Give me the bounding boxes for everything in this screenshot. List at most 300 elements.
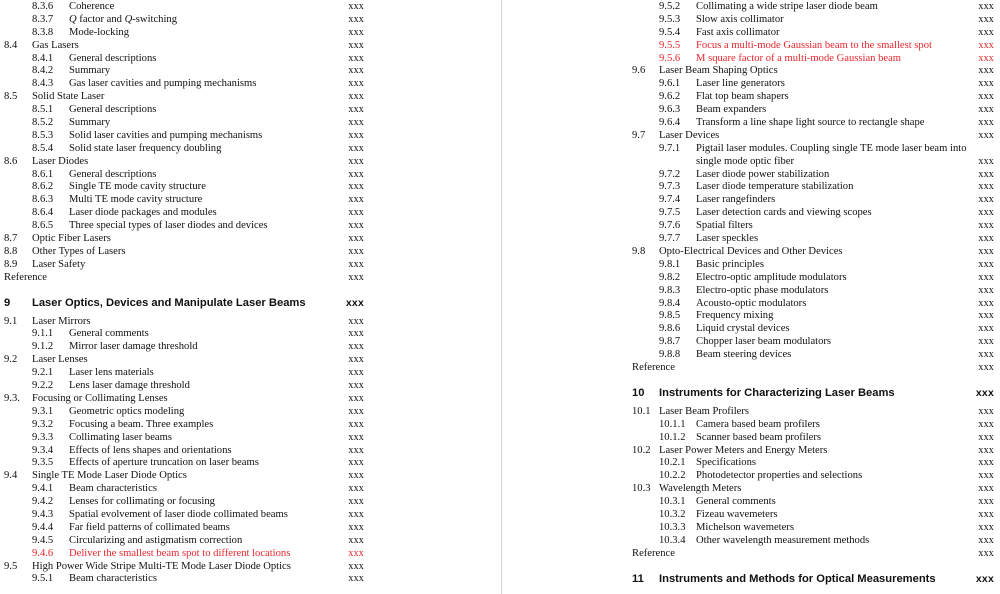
toc-entry-title: General descriptions: [69, 52, 157, 64]
toc-entry-title: Optic Fiber Lasers: [32, 233, 111, 245]
toc-entry-title: Frequency mixing: [696, 310, 774, 322]
toc-entry-title: Beam expanders: [696, 104, 767, 116]
toc-entry-page: xxx: [348, 573, 364, 585]
toc-entry-page: xxx: [348, 78, 364, 90]
toc-entry-number: 9.7.2: [659, 168, 681, 180]
toc-subsection-entry[interactable]: [632, 535, 994, 548]
toc-entry-title: Solid State Laser: [32, 91, 105, 103]
toc-entry-number: 8.6.4: [32, 207, 54, 219]
toc-entry-page: xxx: [978, 117, 994, 129]
toc-entry-page: xxx: [978, 194, 994, 206]
toc-subsection-entry[interactable]: [632, 298, 994, 311]
toc-subsection-entry[interactable]: [632, 143, 994, 169]
toc-entry-page: xxx: [978, 361, 994, 373]
toc-entry-number: 10.3: [632, 483, 651, 495]
toc-entry-number: 9.7.5: [659, 207, 681, 219]
toc-section-entry[interactable]: [0, 246, 370, 259]
toc-right-column: [632, 1, 994, 592]
toc-entry-page: xxx: [348, 104, 364, 116]
toc-entry-title: Laser rangefinders: [696, 194, 776, 206]
toc-entry-number: 9.8.4: [659, 297, 681, 309]
toc-subsection-entry[interactable]: [0, 341, 370, 354]
toc-entry-title: Laser Mirrors: [32, 315, 91, 327]
toc-entry-title: Acousto-optic modulators: [696, 297, 807, 309]
toc-entry-number: 8.7: [4, 233, 18, 245]
toc-entry-title: Laser Diodes: [32, 155, 89, 167]
toc-chapter-entry[interactable]: [632, 384, 994, 402]
toc-subsection-entry[interactable]: [632, 169, 994, 182]
toc-entry-title: Fizeau wavemeters: [696, 508, 778, 520]
column-divider: [501, 0, 502, 594]
toc-entry-number: 8.3.7: [32, 13, 54, 25]
toc-entry-title: Basic principles: [696, 258, 764, 270]
toc-subsection-entry[interactable]: [632, 233, 994, 246]
toc-entry-page: xxx: [348, 534, 364, 546]
toc-entry-title: Spatial filters: [696, 220, 753, 232]
toc-entry-page: xxx: [348, 26, 364, 38]
toc-subsection-entry[interactable]: [632, 220, 994, 233]
toc-entry-page: xxx: [978, 52, 994, 64]
toc-section-entry[interactable]: [0, 561, 370, 574]
toc-entry-title: Geometric optics modeling: [69, 405, 185, 417]
toc-entry-page: xxx: [978, 13, 994, 25]
toc-entry-number: 9.5.1: [32, 573, 54, 585]
toc-entry-page: xxx: [978, 534, 994, 546]
toc-entry-number: 9.8.5: [659, 310, 681, 322]
toc-subsection-entry[interactable]: [632, 78, 994, 91]
toc-entry-title: General comments: [696, 496, 776, 508]
toc-subsection-entry[interactable]: [0, 181, 370, 194]
toc-entry-number: 8.4.2: [32, 65, 54, 77]
toc-section-entry[interactable]: [632, 483, 994, 496]
toc-entry-page: xxx: [348, 52, 364, 64]
toc-section-entry[interactable]: [632, 406, 994, 419]
toc-entry-number: 9.3.3: [32, 431, 54, 443]
toc-entry-page: xxx: [978, 207, 994, 219]
toc-section-entry[interactable]: [632, 65, 994, 78]
toc-entry-page: xxx: [978, 444, 994, 456]
toc-entry-page: xxx: [348, 168, 364, 180]
toc-section-entry[interactable]: [0, 393, 370, 406]
toc-entry-page: xxx: [975, 572, 994, 585]
toc-entry-page: xxx: [348, 142, 364, 154]
toc-subsection-entry[interactable]: [632, 310, 994, 323]
toc-entry-title: Other Types of Lasers: [32, 245, 126, 257]
toc-entry-number: 9.4.3: [32, 508, 54, 520]
toc-entry-number: 9.3.: [4, 392, 20, 404]
toc-entry-number: 9.3.5: [32, 457, 54, 469]
toc-entry-page: xxx: [348, 328, 364, 340]
toc-entry-page: xxx: [978, 104, 994, 116]
toc-entry-title: Instruments and Methods for Optical Measurements: [659, 572, 936, 585]
toc-subsection-entry[interactable]: [632, 432, 994, 445]
toc-entry-title: Reference: [4, 271, 47, 283]
toc-subsection-entry[interactable]: [632, 259, 994, 272]
toc-entry-title: Three special types of laser diodes and devices: [69, 220, 268, 232]
toc-entry-title: Laser diode packages and modules: [69, 207, 217, 219]
toc-entry-number: 9.4.5: [32, 534, 54, 546]
toc-entry-page: xxx: [978, 284, 994, 296]
toc-entry-title: Collimating a wide stripe laser diode beam: [696, 1, 878, 12]
toc-subsection-entry[interactable]: [0, 14, 370, 27]
toc-entry-number: 8.4.3: [32, 78, 54, 90]
toc-entry-number: 10.2.1: [659, 457, 686, 469]
toc-entry-page: xxx: [978, 405, 994, 417]
toc-entry-title: Single TE mode cavity structure: [69, 181, 206, 193]
toc-entry-page: xxx: [348, 496, 364, 508]
toc-entry-number: 9.1.1: [32, 328, 54, 340]
toc-entry-title: Coherence: [69, 1, 115, 12]
toc-entry-number: 9.3.1: [32, 405, 54, 417]
toc-subsection-entry[interactable]: [0, 78, 370, 91]
toc-entry-title: Focusing or Collimating Lenses: [32, 392, 168, 404]
toc-entry-page: xxx: [978, 233, 994, 245]
toc-entry-page: xxx: [348, 457, 364, 469]
toc-entry-number: 9.4.6: [32, 547, 54, 559]
toc-subsection-entry[interactable]: [0, 445, 370, 458]
toc-entry-page: xxx: [348, 39, 364, 51]
toc-entry-title: Laser Lenses: [32, 354, 88, 366]
toc-entry-page: xxx: [348, 431, 364, 443]
toc-section-entry[interactable]: [0, 354, 370, 367]
toc-entry-title: Reference: [632, 547, 675, 559]
toc-entry-page: xxx: [348, 129, 364, 141]
toc-entry-number: 8.5.3: [32, 129, 54, 141]
toc-subsection-entry[interactable]: [0, 328, 370, 341]
toc-section-entry[interactable]: [0, 156, 370, 169]
toc-entry-page: xxx: [348, 315, 364, 327]
toc-entry-number: 9.6: [632, 65, 646, 77]
toc-subsection-entry[interactable]: [0, 509, 370, 522]
toc-entry-page: xxx: [978, 91, 994, 103]
toc-entry-title: Far field patterns of collimated beams: [69, 521, 230, 533]
toc-entry-title: Solid state laser frequency doubling: [69, 142, 222, 154]
toc-entry-title: Laser Optics, Devices and Manipulate Laser Beams: [32, 296, 306, 309]
toc-entry-page: xxx: [348, 181, 364, 193]
toc-entry-number: 9.4: [4, 470, 18, 482]
toc-entry-page: xxx: [978, 65, 994, 77]
toc-section-entry[interactable]: [0, 40, 370, 53]
toc-entry-title: Other wavelength measurement methods: [696, 534, 870, 546]
toc-subsection-entry[interactable]: [632, 522, 994, 535]
toc-entry-title: Electro-optic amplitude modulators: [696, 271, 847, 283]
toc-entry-number: 8.6.5: [32, 220, 54, 232]
toc-entry-title: Beam characteristics: [69, 573, 157, 585]
toc-entry-page: xxx: [348, 1, 364, 12]
toc-entry-number: 9.4.2: [32, 496, 54, 508]
toc-entry-page: xxx: [348, 220, 364, 232]
toc-entry-page: xxx: [978, 39, 994, 51]
toc-entry-title: Reference: [632, 361, 675, 373]
toc-subsection-entry[interactable]: [0, 1, 370, 14]
toc-entry-number: 9.8: [632, 245, 646, 257]
toc-subsection-entry[interactable]: [632, 181, 994, 194]
toc-entry-number: 9.5: [4, 560, 18, 572]
toc-entry-number: 8.4: [4, 39, 18, 51]
toc-subsection-entry[interactable]: [632, 117, 994, 130]
toc-entry-title: Gas laser cavities and pumping mechanisms: [69, 78, 257, 90]
toc-entry-title: Laser diode power stabilization: [696, 168, 830, 180]
toc-entry-number: 9.4.4: [32, 521, 54, 533]
toc-section-entry[interactable]: [0, 91, 370, 104]
toc-section-entry[interactable]: [0, 470, 370, 483]
toc-entry-title: Laser diode temperature stabilization: [696, 181, 854, 193]
toc-entry-title: Laser lens materials: [69, 367, 154, 379]
toc-entry-title: Laser detection cards and viewing scopes: [696, 207, 872, 219]
toc-entry-page: xxx: [348, 521, 364, 533]
toc-entry-page: xxx: [348, 258, 364, 270]
toc-entry-number: 9.7.6: [659, 220, 681, 232]
toc-entry-page: xxx: [348, 155, 364, 167]
toc-entry-number: 9.7.4: [659, 194, 681, 206]
toc-entry-page: xxx: [348, 508, 364, 520]
toc-entry-page: xxx: [348, 341, 364, 353]
toc-entry-title: Deliver the smallest beam spot to different locations: [69, 547, 291, 559]
toc-section-entry[interactable]: [0, 233, 370, 246]
toc-entry-page: xxx: [978, 547, 994, 559]
toc-section-entry[interactable]: [0, 316, 370, 329]
toc-entry-page: xxx: [978, 129, 994, 141]
toc-entry-title: Effects of lens shapes and orientations: [69, 444, 232, 456]
toc-reference-entry[interactable]: [0, 272, 370, 285]
toc-reference-entry[interactable]: [632, 548, 994, 561]
toc-entry-number: 8.6.1: [32, 168, 54, 180]
toc-entry-title: Q factor and Q-switching: [69, 13, 177, 25]
toc-subsection-entry[interactable]: [632, 1, 994, 14]
toc-reference-entry[interactable]: [632, 362, 994, 375]
toc-entry-number: 9.6.3: [659, 104, 681, 116]
toc-entry-number: 9.4.1: [32, 483, 54, 495]
toc-entry-title: Laser Beam Profilers: [659, 405, 750, 417]
toc-entry-title: Laser Devices: [659, 129, 720, 141]
toc-entry-page: xxx: [978, 258, 994, 270]
toc-entry-number: 9.5.2: [659, 1, 681, 12]
toc-subsection-entry[interactable]: [632, 496, 994, 509]
toc-subsection-entry[interactable]: [0, 522, 370, 535]
toc-entry-number: 9.1.2: [32, 341, 54, 353]
toc-entry-page: xxx: [348, 194, 364, 206]
toc-subsection-entry[interactable]: [0, 220, 370, 233]
toc-subsection-entry[interactable]: [632, 14, 994, 27]
toc-subsection-entry[interactable]: [0, 406, 370, 419]
toc-entry-page: xxx: [978, 431, 994, 443]
toc-subsection-entry[interactable]: [632, 53, 994, 66]
toc-entry-title: Mirror laser damage threshold: [69, 341, 198, 353]
toc-subsection-entry[interactable]: [0, 194, 370, 207]
toc-entry-number: 11: [632, 572, 644, 585]
toc-subsection-entry[interactable]: [0, 117, 370, 130]
toc-subsection-entry[interactable]: [632, 194, 994, 207]
toc-entry-title: Beam characteristics: [69, 483, 157, 495]
toc-entry-title: M square factor of a multi-mode Gaussian beam: [696, 52, 902, 64]
toc-subsection-entry[interactable]: [0, 457, 370, 470]
toc-subsection-entry[interactable]: [632, 470, 994, 483]
toc-entry-number: 8.5.1: [32, 104, 54, 116]
toc-subsection-entry[interactable]: [632, 27, 994, 40]
toc-entry-number: 10: [632, 386, 645, 399]
toc-entry-title: General comments: [69, 328, 149, 340]
toc-subsection-entry[interactable]: [632, 285, 994, 298]
toc-entry-number: 9.5.4: [659, 26, 681, 38]
toc-entry-number: 9.2.2: [32, 380, 54, 392]
toc-entry-page: xxx: [978, 336, 994, 348]
toc-entry-number: 9.8.1: [659, 258, 681, 270]
toc-entry-number: 8.8: [4, 245, 18, 257]
toc-subsection-entry[interactable]: [0, 573, 370, 586]
toc-section-entry[interactable]: [632, 130, 994, 143]
toc-entry-number: 10.2.2: [659, 470, 686, 482]
toc-entry-page: xxx: [978, 470, 994, 482]
toc-entry-number: 10.3.3: [659, 521, 686, 533]
toc-subsection-entry[interactable]: [0, 143, 370, 156]
toc-subsection-entry[interactable]: [0, 483, 370, 496]
toc-entry-title: Laser line generators: [696, 78, 785, 90]
toc-left-column: [0, 1, 370, 586]
toc-subsection-entry[interactable]: [0, 496, 370, 509]
toc-entry-page: xxx: [348, 392, 364, 404]
toc-subsection-entry[interactable]: [632, 207, 994, 220]
toc-entry-number: 9.8.6: [659, 323, 681, 335]
toc-entry-page: xxx: [978, 168, 994, 180]
toc-entry-number: 8.3.6: [32, 1, 54, 12]
toc-chapter-entry[interactable]: [632, 570, 994, 588]
toc-entry-number: 9.2.1: [32, 367, 54, 379]
toc-entry-page: xxx: [348, 354, 364, 366]
toc-entry-title: Beam steering devices: [696, 349, 792, 361]
toc-entry-page: xxx: [975, 386, 994, 399]
toc-entry-title: Single TE Mode Laser Diode Optics: [32, 470, 187, 482]
toc-entry-title: High Power Wide Stripe Multi-TE Mode Laser Diode Optics: [32, 560, 291, 572]
toc-subsection-entry[interactable]: [0, 207, 370, 220]
toc-entry-number: 9.3.2: [32, 418, 54, 430]
toc-subsection-entry[interactable]: [632, 349, 994, 362]
toc-subsection-entry[interactable]: [632, 91, 994, 104]
toc-entry-title: General descriptions: [69, 104, 157, 116]
toc-entry-page: xxx: [348, 117, 364, 129]
toc-entry-title: Laser Safety: [32, 258, 86, 270]
toc-subsection-entry[interactable]: [632, 323, 994, 336]
toc-subsection-entry[interactable]: [632, 104, 994, 117]
toc-entry-title: Lens laser damage threshold: [69, 380, 190, 392]
toc-entry-number: 10.2: [632, 444, 651, 456]
toc-entry-number: 8.6.3: [32, 194, 54, 206]
toc-subsection-entry[interactable]: [0, 548, 370, 561]
toc-section-entry[interactable]: [632, 246, 994, 259]
toc-entry-page: xxx: [978, 483, 994, 495]
toc-entry-number: 9.5.3: [659, 13, 681, 25]
toc-entry-number: 9.2: [4, 354, 18, 366]
toc-subsection-entry[interactable]: [632, 272, 994, 285]
toc-entry-page: xxx: [978, 155, 994, 167]
toc-entry-page: xxx: [348, 547, 364, 559]
toc-entry-number: 9.8.2: [659, 271, 681, 283]
toc-entry-title: Flat top beam shapers: [696, 91, 789, 103]
toc-subsection-entry[interactable]: [0, 130, 370, 143]
toc-subsection-entry[interactable]: [0, 65, 370, 78]
toc-subsection-entry[interactable]: [632, 40, 994, 53]
toc-entry-title: Gas Lasers: [32, 39, 79, 51]
toc-entry-page: xxx: [348, 380, 364, 392]
toc-entry-title: General descriptions: [69, 168, 157, 180]
toc-subsection-entry[interactable]: [632, 457, 994, 470]
toc-entry-page: xxx: [348, 367, 364, 379]
toc-entry-title: Focusing a beam. Three examples: [69, 418, 214, 430]
toc-entry-title: Transform a line shape light source to rectangle shape: [696, 117, 925, 129]
toc-entry-title: Scanner based beam profilers: [696, 431, 822, 443]
toc-subsection-entry[interactable]: [0, 535, 370, 548]
toc-subsection-entry[interactable]: [0, 419, 370, 432]
toc-entry-title: Laser Power Meters and Energy Meters: [659, 444, 828, 456]
toc-entry-page: xxx: [348, 483, 364, 495]
toc-entry-title: Circularizing and astigmatism correction: [69, 534, 243, 546]
toc-entry-page: xxx: [348, 245, 364, 257]
toc-entry-number: 8.5.4: [32, 142, 54, 154]
toc-entry-number: 9.5.5: [659, 39, 681, 51]
toc-subsection-entry[interactable]: [0, 53, 370, 66]
toc-entry-number: 8.6: [4, 155, 18, 167]
toc-entry-page: xxx: [348, 13, 364, 25]
toc-subsection-entry[interactable]: [0, 169, 370, 182]
toc-entry-title: Camera based beam profilers: [696, 418, 820, 430]
toc-subsection-entry[interactable]: [0, 380, 370, 393]
toc-subsection-entry[interactable]: [632, 419, 994, 432]
toc-entry-number: 10.1: [632, 405, 651, 417]
toc-section-entry[interactable]: [632, 445, 994, 458]
toc-subsection-entry[interactable]: [632, 509, 994, 522]
toc-entry-page: xxx: [978, 310, 994, 322]
toc-entry-title: Mode-locking: [69, 26, 130, 38]
toc-entry-number: 9.7.7: [659, 233, 681, 245]
toc-entry-number: 9.7.3: [659, 181, 681, 193]
toc-entry-number: 8.9: [4, 258, 18, 270]
toc-entry-title: Pigtail laser modules. Coupling single TE mode laser beam into single mode optic fiber: [696, 142, 967, 167]
toc-subsection-entry[interactable]: [0, 367, 370, 380]
toc-entry-page: xxx: [345, 296, 364, 309]
toc-entry-page: xxx: [978, 1, 994, 12]
toc-subsection-entry[interactable]: [0, 27, 370, 40]
toc-entry-page: xxx: [348, 444, 364, 456]
toc-entry-number: 9.7: [632, 129, 646, 141]
toc-subsection-entry[interactable]: [632, 336, 994, 349]
toc-entry-page: xxx: [348, 470, 364, 482]
toc-entry-title: Instruments for Characterizing Laser Beams: [659, 386, 895, 399]
toc-entry-title: Spatial evolvement of laser diode collimated beams: [69, 508, 288, 520]
toc-entry-title: Collimating laser beams: [69, 431, 172, 443]
toc-entry-page: xxx: [348, 91, 364, 103]
toc-entry-number: 8.5.2: [32, 117, 54, 129]
toc-subsection-entry[interactable]: [0, 432, 370, 445]
toc-entry-page: xxx: [348, 271, 364, 283]
toc-entry-number: 10.3.2: [659, 508, 686, 520]
toc-entry-page: xxx: [978, 26, 994, 38]
toc-entry-number: 9.5.6: [659, 52, 681, 64]
toc-chapter-entry[interactable]: [0, 294, 370, 312]
toc-entry-title: Lenses for collimating or focusing: [69, 496, 215, 508]
toc-entry-page: xxx: [978, 508, 994, 520]
toc-entry-page: xxx: [348, 233, 364, 245]
toc-entry-page: xxx: [348, 65, 364, 77]
toc-subsection-entry[interactable]: [0, 104, 370, 117]
toc-entry-page: xxx: [978, 271, 994, 283]
toc-entry-title: Opto-Electrical Devices and Other Devices: [659, 245, 843, 257]
toc-entry-title: Specifications: [696, 457, 757, 469]
toc-entry-number: 10.3.1: [659, 496, 686, 508]
toc-entry-page: xxx: [978, 349, 994, 361]
toc-entry-title: Focus a multi-mode Gaussian beam to the smallest spot: [696, 39, 932, 51]
toc-entry-number: 8.6.2: [32, 181, 54, 193]
toc-entry-page: xxx: [978, 521, 994, 533]
toc-section-entry[interactable]: [0, 259, 370, 272]
